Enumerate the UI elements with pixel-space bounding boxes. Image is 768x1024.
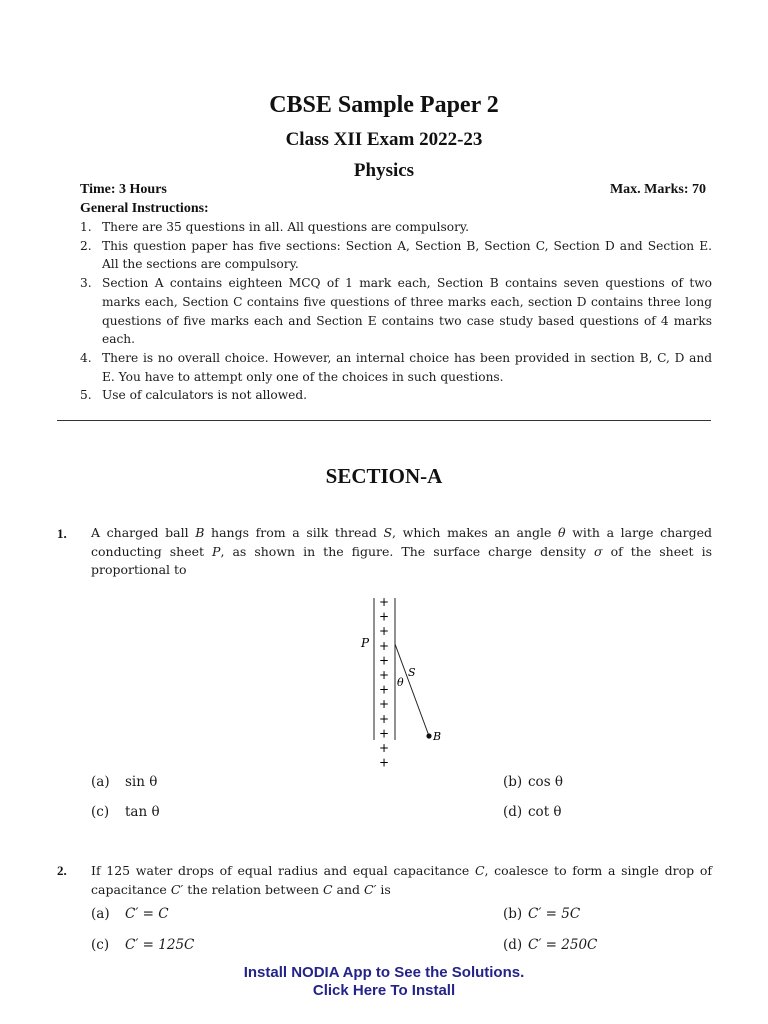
option-a[interactable] xyxy=(91,774,157,790)
option-d[interactable] xyxy=(503,937,597,953)
plus-charge: + xyxy=(379,638,390,653)
plus-charge: + xyxy=(379,668,390,682)
option-c[interactable] xyxy=(91,937,194,953)
instruction-text: There is no overall choice. However, an internal choice has been provided in section B, C, D and E. You have to attempt only one of the choices in such questions. xyxy=(102,350,712,384)
plus-charge: + xyxy=(379,653,390,668)
charged-sheet-figure xyxy=(340,592,460,770)
instruction-number: 3. xyxy=(80,276,92,291)
instruction-item xyxy=(80,274,712,349)
question-number: 1. xyxy=(57,526,67,541)
option-text: sin θ xyxy=(125,774,158,790)
instruction-number: 1. xyxy=(80,220,92,234)
instruction-text: There are 35 questions in all. All questions are compulsory. xyxy=(102,220,470,234)
instruction-item xyxy=(80,237,712,274)
question-text: If 125 water drops of equal radius and equal capacitance C, coalesce to form a single drop of capacitance C′ the relation between C and C′ is xyxy=(91,863,712,897)
plus-charge: + xyxy=(379,711,390,726)
install-app-link[interactable]: Install NODIA App to See the Solutions. xyxy=(243,964,525,981)
option-label: (a) xyxy=(91,906,110,922)
plus-charges xyxy=(379,595,389,770)
instruction-item xyxy=(80,349,712,386)
instruction-text: This question paper has five sections: Section A, Section B, Section C, Section D and Section E. All the sections are compulsory. xyxy=(102,238,712,272)
section-title: SECTION-A xyxy=(325,464,443,488)
exam-time: Time: 3 Hours xyxy=(80,182,167,197)
label-s: S xyxy=(408,666,416,679)
option-b[interactable] xyxy=(503,906,580,922)
instruction-number: 2. xyxy=(80,238,92,253)
label-b: B xyxy=(433,730,442,743)
paper-subtitle: Class XII Exam 2022-23 xyxy=(285,129,483,150)
plus-charge: + xyxy=(379,755,390,770)
instruction-item xyxy=(80,386,712,405)
instruction-text: Use of calculators is not allowed. xyxy=(102,388,308,403)
plus-charge: + xyxy=(379,624,390,639)
option-label: (d) xyxy=(503,804,523,820)
instruction-item xyxy=(80,218,712,237)
plus-charge: + xyxy=(379,609,390,624)
option-d[interactable] xyxy=(503,804,562,820)
plus-charge: + xyxy=(379,726,390,741)
instructions-list xyxy=(80,218,712,405)
option-label: (b) xyxy=(503,774,523,790)
instructions-heading: General Instructions: xyxy=(80,201,209,216)
option-text: C′ = C xyxy=(125,906,169,922)
option-label: (b) xyxy=(503,906,523,922)
option-text: C′ = 5C xyxy=(528,906,581,922)
plus-charge: + xyxy=(379,682,390,697)
option-label: (c) xyxy=(91,804,110,820)
divider-line xyxy=(57,420,711,421)
option-label: (d) xyxy=(503,937,523,953)
plus-charge: + xyxy=(379,595,390,609)
question-number: 2. xyxy=(57,863,67,878)
option-b[interactable] xyxy=(503,774,563,790)
option-label: (c) xyxy=(91,937,110,953)
option-text: C′ = 250C xyxy=(528,937,598,953)
option-text: cot θ xyxy=(528,804,562,820)
plus-charge: + xyxy=(379,697,390,712)
label-p: P xyxy=(361,636,370,650)
option-text: cos θ xyxy=(528,774,564,790)
label-theta: θ xyxy=(397,676,404,689)
option-c[interactable] xyxy=(91,804,160,820)
click-to-install-link[interactable]: Click Here To Install xyxy=(312,982,456,999)
option-text: tan θ xyxy=(125,804,160,820)
question-text: A charged ball B hangs from a silk thread S, which makes an angle θ with a large charged conducting sheet P, as shown in the figure. The surface charge density σ of the sheet is proportional to xyxy=(91,525,713,577)
instruction-number: 4. xyxy=(80,350,92,365)
max-marks: Max. Marks: 70 xyxy=(609,182,706,197)
silk-thread xyxy=(395,644,429,736)
paper-subject: Physics xyxy=(353,160,415,181)
instruction-text: Section A contains eighteen MCQ of 1 mark each, Section B contains seven questions of two marks each, Section C contains five questions of three marks each, section D contains three long questions of five marks each and Section E contains two case study based questions of 4 marks each. xyxy=(102,276,712,347)
instruction-number: 5. xyxy=(80,388,92,403)
charged-ball xyxy=(426,733,431,738)
option-a[interactable] xyxy=(91,906,169,922)
option-text: C′ = 125C xyxy=(125,937,195,953)
paper-title: CBSE Sample Paper 2 xyxy=(269,92,499,118)
option-label: (a) xyxy=(91,774,110,790)
plus-charge: + xyxy=(379,741,390,755)
